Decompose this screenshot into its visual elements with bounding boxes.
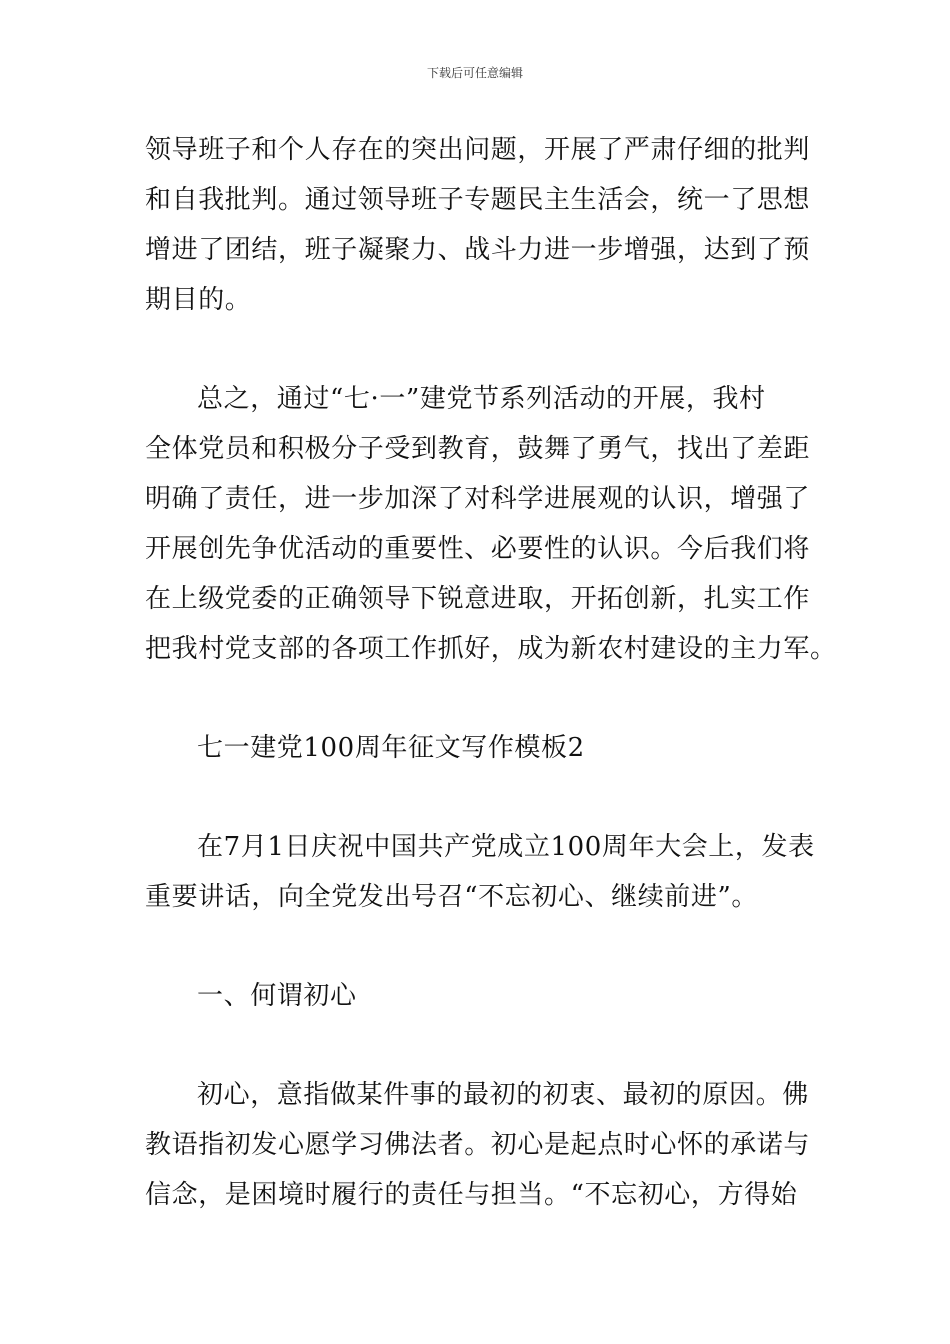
text-line: 重要讲话，向全党发出号召“不忘初心、继续前进”。: [145, 882, 758, 912]
text-line: 和自我批判。通过领导班子专题民主生活会，统一了思想: [145, 185, 811, 215]
text-line: 开展创先争优活动的重要性、必要性的认识。今后我们将: [145, 534, 811, 564]
text-line: 初心，意指做某件事的最初的初衷、最初的原因。佛: [197, 1080, 809, 1110]
text-line: 总之，通过“七·一”建党节系列活动的开展，我村: [197, 384, 766, 414]
text-line: 把我村党支部的各项工作抓好，成为新农村建设的主力军。: [145, 634, 837, 664]
text-line: 信念，是困境时履行的责任与担当。“不忘初心，方得始: [145, 1180, 798, 1210]
section-heading: 七一建党100周年征文写作模板2: [197, 733, 585, 763]
text-line: 教语指初发心愿学习佛法者。初心是起点时心怀的承诺与: [145, 1130, 811, 1160]
section-heading: 一、何谓初心: [197, 981, 357, 1011]
text-line: 全体党员和积极分子受到教育，鼓舞了勇气，找出了差距: [145, 434, 811, 464]
text-line: 在7月1日庆祝中国共产党成立100周年大会上，发表: [197, 832, 815, 862]
page-header: 下载后可任意编辑: [426, 66, 523, 80]
text-line: 领导班子和个人存在的突出问题，开展了严肃仔细的批判: [145, 135, 811, 165]
text-line: 期目的。: [145, 285, 252, 315]
text-line: 在上级党委的正确领导下锐意进取，开拓创新，扎实工作: [145, 584, 811, 614]
text-line: 明确了责任，进一步加深了对科学进展观的认识，增强了: [145, 484, 811, 514]
text-line: 增进了团结，班子凝聚力、战斗力进一步增强，达到了预: [145, 235, 811, 265]
